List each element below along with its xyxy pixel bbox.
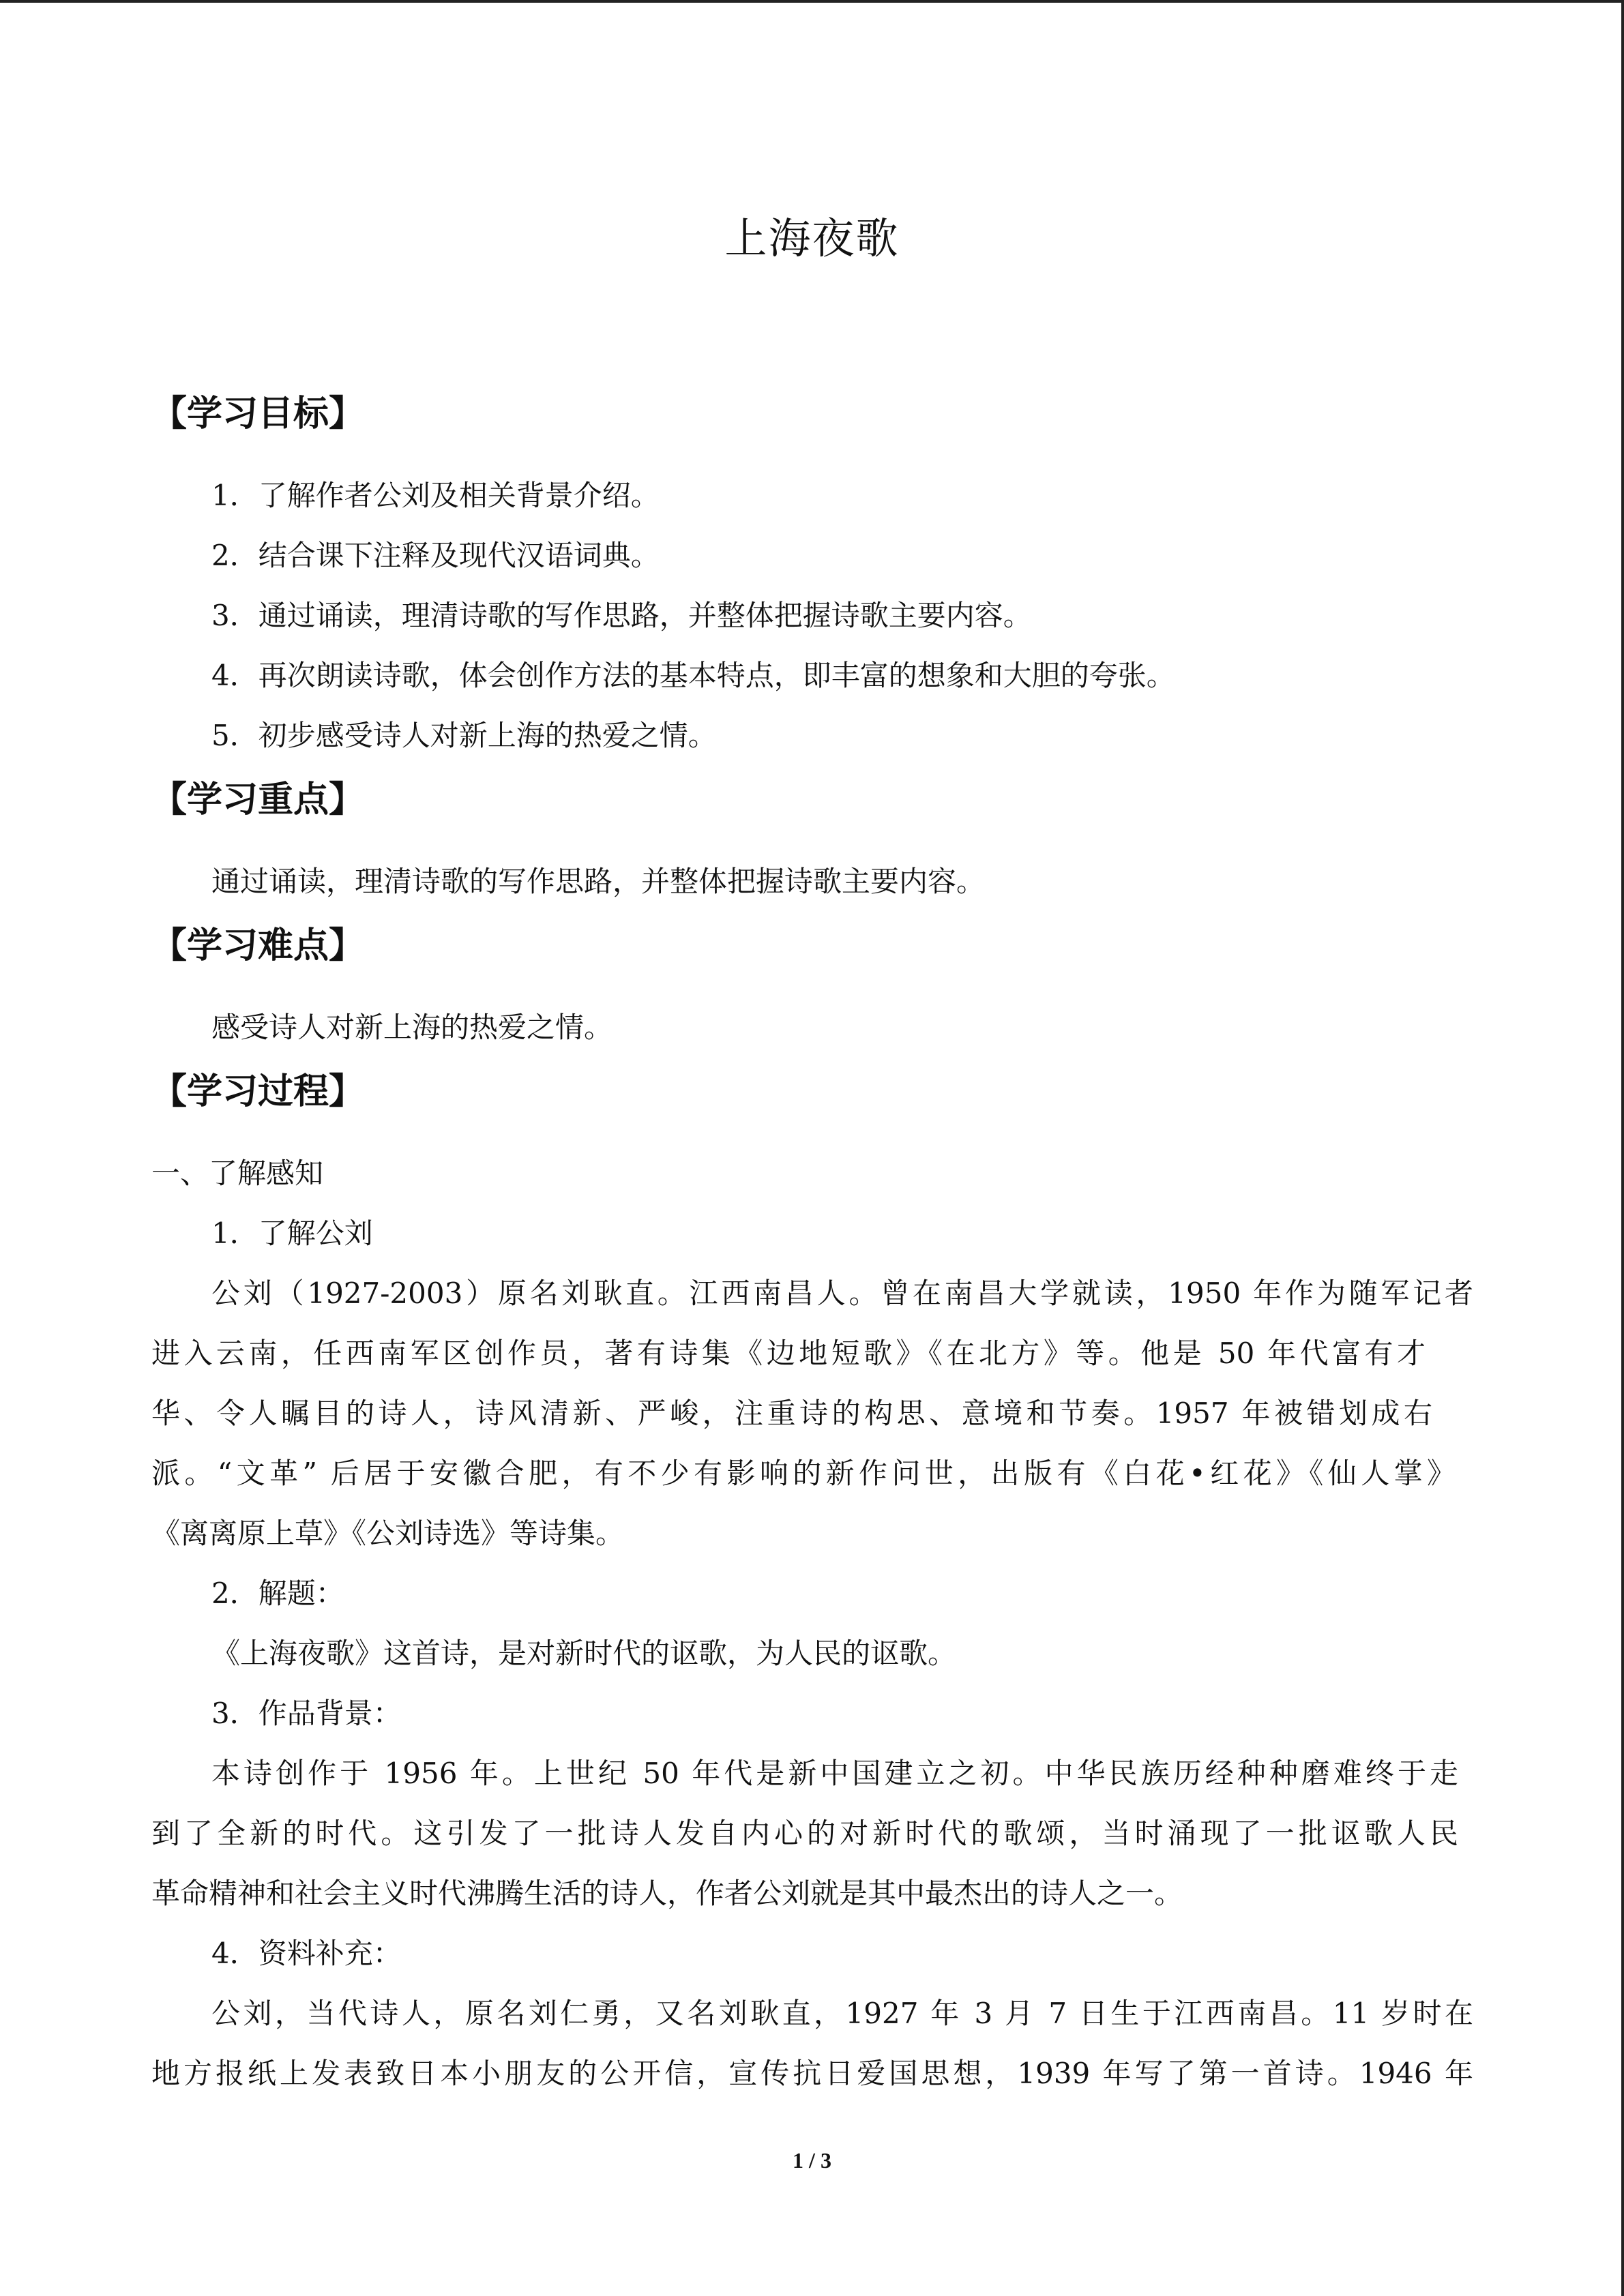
supplement-line-1: 公刘，当代诗人，原名刘仁勇，又名刘耿直，1927 年 3 月 7 日生于江西南昌。11 岁时在 [211,1997,1473,2030]
background-line-2: 到了全新的时代。这引发了一批诗人发自内心的对新时代的歌颂，当时涌现了一批讴歌人民 [151,1817,1458,1850]
goal-item-4: 4．再次朗读诗歌，体会创作方法的基本特点，即丰富的想象和大胆的夸张。 [211,659,1175,692]
subsection-title-1: 1．了解公刘 [211,1217,373,1250]
section-heading-key-points: 【学习重点】 [151,779,365,820]
goal-item-5: 5．初步感受诗人对新上海的热爱之情。 [211,719,717,752]
key-points-text: 通过诵读，理清诗歌的写作思路，并整体把握诗歌主要内容。 [211,865,986,898]
author-bio-line-5: 《离离原上草》《公刘诗选》等诗集。 [151,1517,625,1550]
section-heading-process: 【学习过程】 [151,1071,365,1112]
subsection-title-4: 4．资料补充： [211,1937,402,1970]
difficulties-text: 感受诗人对新上海的热爱之情。 [211,1011,613,1044]
goal-item-1: 1．了解作者公刘及相关背景介绍。 [211,479,660,512]
right-border [1621,0,1624,2296]
author-bio-line-3: 华、令人瞩目的诗人，诗风清新、严峻，注重诗的构思、意境和节奏。1957 年被错划成右 [151,1397,1432,1430]
page-title: 上海夜歌 [724,213,900,263]
subsection-title-2: 2．解题： [211,1577,344,1610]
author-bio-line-1: 公刘（1927-2003）原名刘耿直。江西南昌人。曾在南昌大学就读，1950 年作为随军记者 [211,1277,1473,1310]
author-bio-line-4: 派。“文革” 后居于安徽合肥，有不少有影响的新作问世，出版有《白花•红花》《仙人掌》 [151,1457,1456,1490]
author-bio-line-2: 进入云南，任西南军区创作员，著有诗集《边地短歌》《在北方》等。他是 50 年代富有才 [151,1337,1426,1370]
title-explanation-text: 《上海夜歌》这首诗，是对新时代的讴歌，为人民的讴歌。 [211,1637,957,1670]
background-line-3: 革命精神和社会主义时代沸腾生活的诗人，作者公刘就是其中最杰出的诗人之一。 [151,1877,1183,1910]
page-number: 1 / 3 [793,2148,831,2173]
section-heading-goals: 【学习目标】 [151,393,365,434]
supplement-line-2: 地方报纸上发表致日本小朋友的公开信，宣传抗日爱国思想，1939 年写了第一首诗。1946 年 [151,2057,1473,2090]
goal-item-3: 3．通过诵读，理清诗歌的写作思路，并整体把握诗歌主要内容。 [211,599,1032,632]
background-line-1: 本诗创作于 1956 年。上世纪 50 年代是新中国建立之初。中华民族历经种种磨难终于走 [211,1757,1458,1790]
part-title-1: 一、了解感知 [151,1157,324,1190]
goal-item-2: 2．结合课下注释及现代汉语词典。 [211,539,660,572]
section-heading-difficulties: 【学习难点】 [151,925,365,966]
top-border [0,0,1624,3]
subsection-title-3: 3．作品背景： [211,1697,402,1730]
